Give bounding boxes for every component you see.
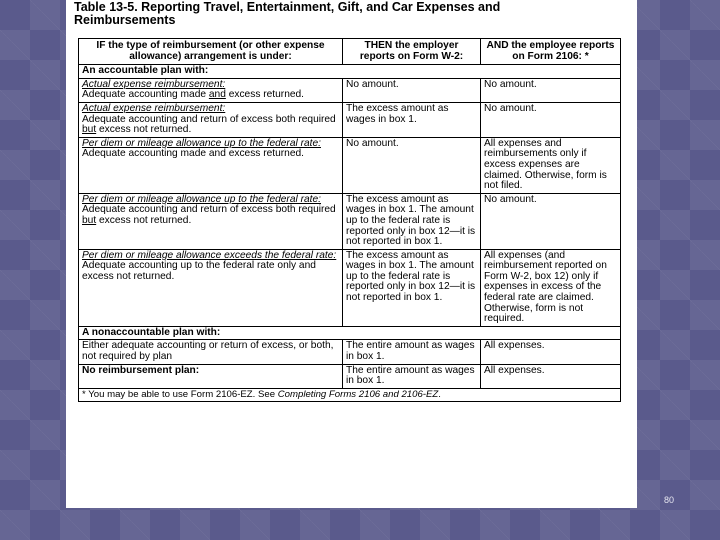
section-heading-nonaccountable: A nonaccountable plan with: <box>79 326 621 340</box>
footnote-text: * You may be able to use Form 2106-EZ. See <box>82 388 278 400</box>
w2-cell: The excess amount as wages in box 1. The amount up to the federal rate is reported only in box 12—it is not reported in box 1. <box>343 193 481 249</box>
header-col-if: IF the type of reimbursement (or other expense allowance) arrangement is under: <box>79 39 343 65</box>
table-row <box>79 249 621 326</box>
condition-text: Adequate accounting up to the federal rate only and excess not returned. <box>82 260 316 282</box>
table-row <box>79 193 621 249</box>
condition-cell <box>79 102 343 137</box>
condition-cell: Either adequate accounting or return of excess, or both, not required by plan <box>79 340 343 364</box>
table-row <box>79 102 621 137</box>
w2-cell: The entire amount as wages in box 1. <box>343 364 481 388</box>
section-row-accountable <box>79 65 621 79</box>
table-row <box>79 137 621 193</box>
condition-text: Adequate accounting and return of excess both required <box>82 204 336 216</box>
condition-cell <box>79 78 343 102</box>
w2-cell: No amount. <box>343 137 481 193</box>
condition-title: Per diem or mileage allowance up to the federal rate: <box>82 137 321 149</box>
form2106-cell: All expenses. <box>481 340 621 364</box>
document-page <box>66 0 637 508</box>
condition-text: Adequate accounting made and excess returned. <box>82 148 305 160</box>
form2106-cell: All expenses and reimbursements only if excess expenses are claimed. Otherwise, form is not filed. <box>481 137 621 193</box>
condition-text-end: excess not returned. <box>96 214 192 226</box>
form2106-cell: All expenses (and reimbursement reported on Form W-2, box 12) only if expenses in excess of the federal rate are claimed. Otherwise, form is not required. <box>481 249 621 326</box>
condition-text-end: excess returned. <box>225 89 305 101</box>
w2-cell: The excess amount as wages in box 1. <box>343 102 481 137</box>
condition-emphasis: and <box>208 89 226 101</box>
table-row <box>79 340 621 364</box>
footnote-row <box>79 388 621 402</box>
reimbursement-table <box>78 38 621 402</box>
form2106-cell: No amount. <box>481 102 621 137</box>
condition-title: Actual expense reimbursement: <box>82 102 226 114</box>
condition-emphasis: but <box>82 214 97 226</box>
condition-emphasis: but <box>82 124 97 136</box>
footnote-text-end: . <box>438 388 441 400</box>
footnote-reference: Completing Forms 2106 and 2106-EZ <box>277 388 439 400</box>
condition-cell <box>79 249 343 326</box>
table-title-line1: Table 13-5. Reporting Travel, Entertainment, Gift, and Car Expenses and <box>74 0 501 14</box>
form2106-cell: All expenses. <box>481 364 621 388</box>
header-col-then: THEN the employer reports on Form W-2: <box>343 39 481 65</box>
slide-page-number: 80 <box>664 495 675 505</box>
condition-cell <box>79 137 343 193</box>
table-row <box>79 78 621 102</box>
section-row-nonaccountable <box>79 326 621 340</box>
condition-title: Per diem or mileage allowance up to the federal rate: <box>82 193 321 205</box>
header-row <box>79 39 621 65</box>
w2-cell: No amount. <box>343 78 481 102</box>
table-row <box>79 364 621 388</box>
section-heading-accountable: An accountable plan with: <box>79 65 621 79</box>
form2106-cell: No amount. <box>481 193 621 249</box>
condition-cell <box>79 193 343 249</box>
condition-text-end: excess not returned. <box>96 124 192 136</box>
header-col-and: AND the employee reports on Form 2106: * <box>481 39 621 65</box>
condition-title: Per diem or mileage allowance exceeds the federal rate: <box>82 249 337 261</box>
form2106-cell: No amount. <box>481 78 621 102</box>
table-title <box>74 1 634 27</box>
condition-text: Adequate accounting and return of excess both required <box>82 113 336 125</box>
w2-cell: The excess amount as wages in box 1. The amount up to the federal rate is reported only in box 12—it is not reported in box 1. <box>343 249 481 326</box>
condition-text: Adequate accounting made <box>82 89 209 101</box>
w2-cell: The entire amount as wages in box 1. <box>343 340 481 364</box>
condition-cell: No reimbursement plan: <box>79 364 343 388</box>
footnote <box>79 388 621 402</box>
table-title-line2: Reimbursements <box>74 13 176 27</box>
condition-title: Actual expense reimbursement: <box>82 78 226 90</box>
